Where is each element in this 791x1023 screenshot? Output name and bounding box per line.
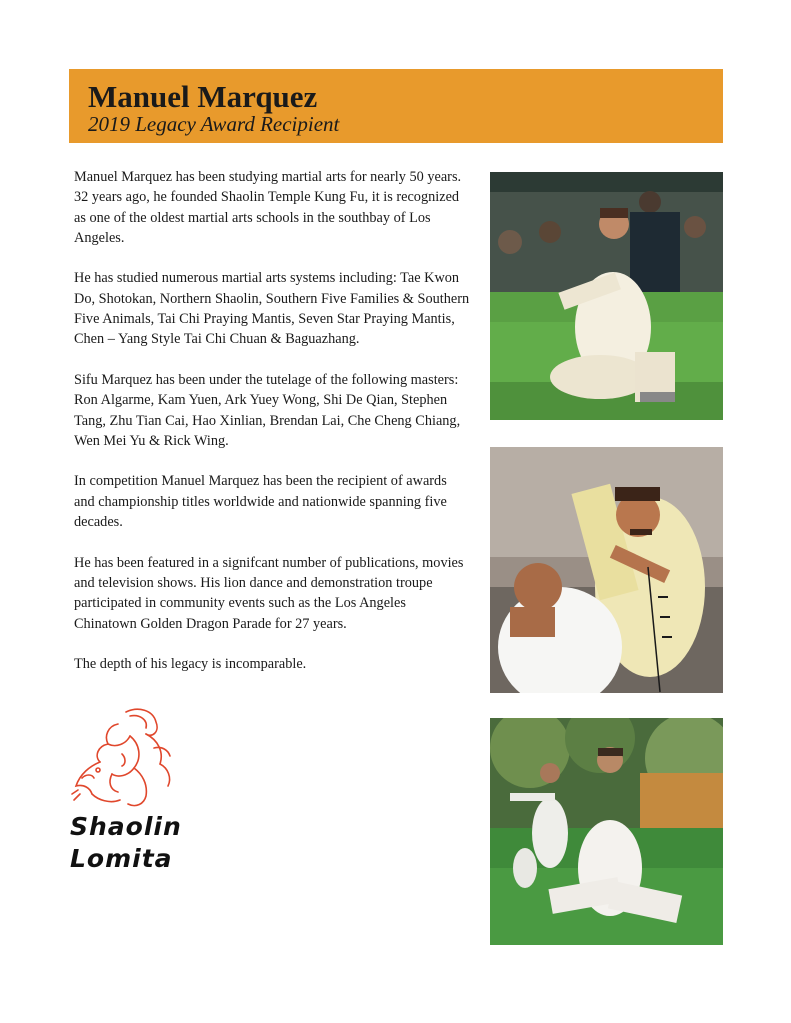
dragon-icon xyxy=(68,704,186,814)
bio-paragraph: He has studied numerous martial arts systems including: Tae Kwon Do, Shotokan, Northern Shaolin, Southern Five Families & Southern Five Animals, Tai Chi Praying Mantis, Seven Star Praying Mantis, Chen – Yang Style Tai Chi Chuan & Baguazhang. xyxy=(74,270,470,348)
group-tai-chi-photo xyxy=(490,718,723,945)
bio-paragraph: He has been featured in a signifcant number of publications, movies and television shows. His lion dance and demonstration troupe participated in community events such as the Los Angeles Chinatown Golden Dragon Parade for 27 years. xyxy=(74,554,464,632)
bio-paragraph: The depth of his legacy is incomparable. xyxy=(74,656,307,673)
bio-paragraph: Sifu Marquez has been under the tutelage of the following masters: Ron Algarme, Kam Yuen, Ark Yuey Wong, Shi De Qian, Stephen Tang, Zhu Tian Cai, Hao Xinlian, Brendan Lai, Che Cheng Chiang, Wen Mei Yu & Rick Wing. xyxy=(74,371,461,449)
martial-artist-stance-photo xyxy=(490,172,723,420)
bio-paragraph: Manuel Marquez has been studying martial arts for nearly 50 years. 32 years ago, he founded Shaolin Temple Kung Fu, it is recognized as one of the oldest martial arts schools in the southbay of Los Angeles. xyxy=(74,169,462,246)
shaolin-lomita-logo xyxy=(68,704,186,874)
logo-text-line1: Shaolin xyxy=(70,812,182,841)
martial-arts-demonstration-photo xyxy=(490,447,723,693)
bio-section xyxy=(74,167,470,695)
page-title: Manuel Marquez xyxy=(88,79,318,114)
page-subtitle: 2019 Legacy Award Recipient xyxy=(88,112,340,136)
logo-text-line2: Lomita xyxy=(70,844,173,873)
bio-paragraph: In competition Manuel Marquez has been the recipient of awards and championship titles worldwide and nationwide spanning five decades. xyxy=(74,473,447,531)
title-banner xyxy=(69,69,723,143)
